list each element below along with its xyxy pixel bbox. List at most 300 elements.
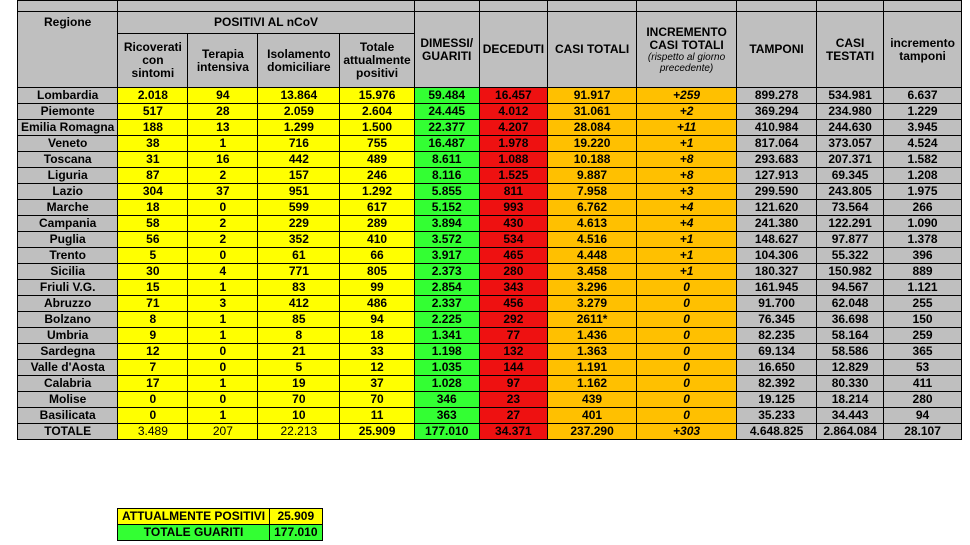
incremento-tamponi-cell: 1.975 [884,184,962,200]
totale-positivi-cell: 1.500 [340,120,414,136]
tamponi-cell: 76.345 [737,312,817,328]
tamponi-cell: 180.327 [737,264,817,280]
table-row [18,328,962,344]
deceduti-cell: 1.978 [479,136,547,152]
ricoverati-cell: 30 [118,264,188,280]
totale-positivi-cell: 2.604 [340,104,414,120]
totale-positivi-cell: 755 [340,136,414,152]
dimessi-cell: 1.198 [414,344,479,360]
tamponi-cell: 82.235 [737,328,817,344]
incremento-tamponi-cell: 1.208 [884,168,962,184]
terapia-cell: 16 [188,152,258,168]
ricoverati-cell: 188 [118,120,188,136]
table-row [18,376,962,392]
table-row [18,280,962,296]
ricoverati-cell: 31 [118,152,188,168]
header-tamponi-top [737,1,817,12]
deceduti-cell: 4.012 [479,104,547,120]
casi-testati-cell: 534.981 [817,88,884,104]
header-casi-top [548,1,637,12]
casi-testati-cell: 234.980 [817,104,884,120]
region-cell: Puglia [18,232,118,248]
terapia-cell: 1 [188,136,258,152]
totale-positivi-cell: 99 [340,280,414,296]
casi-testati-cell: 58.586 [817,344,884,360]
header-incremento-tamponi: incremento tamponi [884,12,962,88]
casi-testati-cell: 12.829 [817,360,884,376]
region-cell: Trento [18,248,118,264]
incremento-cell: 0 [637,296,737,312]
casi-totali-cell: 91.917 [548,88,637,104]
region-cell: Sicilia [18,264,118,280]
region-cell: Umbria [18,328,118,344]
terapia-cell: 0 [188,344,258,360]
incremento-tamponi-cell: 1.378 [884,232,962,248]
casi-testati-cell: 94.567 [817,280,884,296]
region-cell: Lazio [18,184,118,200]
terapia-cell: 2 [188,168,258,184]
incremento-tamponi-cell: 1.121 [884,280,962,296]
casi-totali-cell: 2611* [548,312,637,328]
incremento-tamponi-cell: 259 [884,328,962,344]
terapia-cell: 28 [188,104,258,120]
header-top-row [18,1,962,12]
isolamento-cell: 412 [258,296,340,312]
deceduti-cell: 534 [479,232,547,248]
dimessi-cell: 2.225 [414,312,479,328]
header-region-top [18,1,118,12]
table-row [18,120,962,136]
tamponi-cell: 82.392 [737,376,817,392]
dimessi-cell: 1.341 [414,328,479,344]
casi-totali-cell: 1.363 [548,344,637,360]
incremento-cell: 0 [637,408,737,424]
incremento-tamponi-cell: 53 [884,360,962,376]
isolamento-cell: 2.059 [258,104,340,120]
casi-testati-cell: 18.214 [817,392,884,408]
casi-testati-cell: 2.864.084 [817,424,884,440]
table-row [18,408,962,424]
header-incremento-sub: (rispetto al giorno precedente) [647,51,726,74]
tamponi-cell: 369.294 [737,104,817,120]
tamponi-cell: 127.913 [737,168,817,184]
incremento-tamponi-cell: 1.582 [884,152,962,168]
terapia-cell: 1 [188,408,258,424]
total-row [18,424,962,440]
ricoverati-cell: 71 [118,296,188,312]
casi-testati-cell: 69.345 [817,168,884,184]
tamponi-cell: 899.278 [737,88,817,104]
incremento-cell: +1 [637,248,737,264]
incremento-tamponi-cell: 4.524 [884,136,962,152]
header-inc-tamponi-top [884,1,962,12]
header-row-1 [18,12,962,34]
casi-testati-cell: 122.291 [817,216,884,232]
isolamento-cell: 83 [258,280,340,296]
incremento-cell: 0 [637,312,737,328]
ricoverati-cell: 18 [118,200,188,216]
casi-totali-cell: 237.290 [548,424,637,440]
terapia-cell: 94 [188,88,258,104]
deceduti-cell: 16.457 [479,88,547,104]
deceduti-cell: 97 [479,376,547,392]
region-cell: Molise [18,392,118,408]
header-dimessi-top [414,1,479,12]
terapia-cell: 0 [188,360,258,376]
region-cell: Veneto [18,136,118,152]
dimessi-cell: 2.854 [414,280,479,296]
terapia-cell: 4 [188,264,258,280]
header-terapia: Terapia intensiva [188,34,258,88]
casi-testati-cell: 55.322 [817,248,884,264]
tamponi-cell: 35.233 [737,408,817,424]
ricoverati-cell: 87 [118,168,188,184]
dimessi-cell: 3.917 [414,248,479,264]
dimessi-cell: 363 [414,408,479,424]
dimessi-cell: 1.035 [414,360,479,376]
casi-testati-cell: 80.330 [817,376,884,392]
region-cell: Friuli V.G. [18,280,118,296]
casi-testati-cell: 150.982 [817,264,884,280]
incremento-cell: 0 [637,392,737,408]
incremento-tamponi-cell: 266 [884,200,962,216]
incremento-cell: +1 [637,232,737,248]
incremento-tamponi-cell: 255 [884,296,962,312]
ricoverati-cell: 2.018 [118,88,188,104]
table-row [18,104,962,120]
dimessi-cell: 346 [414,392,479,408]
ricoverati-cell: 17 [118,376,188,392]
incremento-cell: +4 [637,200,737,216]
isolamento-cell: 19 [258,376,340,392]
terapia-cell: 1 [188,376,258,392]
header-deceduti-top [479,1,547,12]
incremento-cell: +4 [637,216,737,232]
casi-totali-cell: 10.188 [548,152,637,168]
isolamento-cell: 85 [258,312,340,328]
casi-totali-cell: 3.279 [548,296,637,312]
casi-totali-cell: 1.162 [548,376,637,392]
tamponi-cell: 104.306 [737,248,817,264]
totale-positivi-cell: 66 [340,248,414,264]
totale-positivi-cell: 289 [340,216,414,232]
totale-positivi-cell: 11 [340,408,414,424]
totale-positivi-cell: 12 [340,360,414,376]
isolamento-cell: 13.864 [258,88,340,104]
tamponi-cell: 19.125 [737,392,817,408]
incremento-cell: 0 [637,280,737,296]
casi-totali-cell: 1.436 [548,328,637,344]
table-row [18,312,962,328]
terapia-cell: 1 [188,312,258,328]
totale-positivi-cell: 486 [340,296,414,312]
isolamento-cell: 5 [258,360,340,376]
tamponi-cell: 161.945 [737,280,817,296]
totale-positivi-cell: 489 [340,152,414,168]
incremento-cell: 0 [637,360,737,376]
terapia-cell: 0 [188,392,258,408]
table-row [18,200,962,216]
casi-testati-cell: 243.805 [817,184,884,200]
deceduti-cell: 430 [479,216,547,232]
table-row [18,360,962,376]
header-tamponi: TAMPONI [737,12,817,88]
dimessi-cell: 2.373 [414,264,479,280]
header-incremento [637,12,737,88]
terapia-cell: 1 [188,328,258,344]
totale-positivi-cell: 805 [340,264,414,280]
incremento-cell: +3 [637,184,737,200]
table-row [18,184,962,200]
ricoverati-cell: 9 [118,328,188,344]
region-cell: Abruzzo [18,296,118,312]
ricoverati-cell: 7 [118,360,188,376]
tamponi-cell: 69.134 [737,344,817,360]
incremento-tamponi-cell: 1.090 [884,216,962,232]
casi-totali-cell: 401 [548,408,637,424]
ricoverati-cell: 0 [118,392,188,408]
incremento-tamponi-cell: 365 [884,344,962,360]
casi-totali-cell: 6.762 [548,200,637,216]
table-body [18,88,962,440]
incremento-cell: +8 [637,168,737,184]
terapia-cell: 0 [188,200,258,216]
isolamento-cell: 22.213 [258,424,340,440]
casi-testati-cell: 34.443 [817,408,884,424]
ricoverati-cell: 8 [118,312,188,328]
region-cell: Piemonte [18,104,118,120]
covid-regional-table [17,0,962,440]
isolamento-cell: 599 [258,200,340,216]
incremento-tamponi-cell: 1.229 [884,104,962,120]
casi-totali-cell: 7.958 [548,184,637,200]
casi-totali-cell: 28.084 [548,120,637,136]
tamponi-cell: 148.627 [737,232,817,248]
casi-totali-cell: 19.220 [548,136,637,152]
casi-testati-cell: 207.371 [817,152,884,168]
totale-positivi-cell: 15.976 [340,88,414,104]
summary-label-guariti: TOTALE GUARITI [118,525,270,541]
region-cell: Lombardia [18,88,118,104]
incremento-tamponi-cell: 28.107 [884,424,962,440]
tamponi-cell: 293.683 [737,152,817,168]
table-row [18,216,962,232]
terapia-cell: 1 [188,280,258,296]
totale-positivi-cell: 410 [340,232,414,248]
dimessi-cell: 5.152 [414,200,479,216]
header-casi-testati: CASI TESTATI [817,12,884,88]
dimessi-cell: 22.377 [414,120,479,136]
isolamento-cell: 951 [258,184,340,200]
deceduti-cell: 1.088 [479,152,547,168]
isolamento-cell: 771 [258,264,340,280]
region-cell: TOTALE [18,424,118,440]
terapia-cell: 0 [188,248,258,264]
incremento-tamponi-cell: 150 [884,312,962,328]
region-cell: Calabria [18,376,118,392]
deceduti-cell: 132 [479,344,547,360]
deceduti-cell: 292 [479,312,547,328]
header-positivi-group: POSITIVI AL nCoV [118,12,414,34]
casi-testati-cell: 73.564 [817,200,884,216]
casi-totali-cell: 4.448 [548,248,637,264]
casi-totali-cell: 4.516 [548,232,637,248]
incremento-cell: +1 [637,136,737,152]
terapia-cell: 3 [188,296,258,312]
summary-table [117,508,323,541]
incremento-cell: 0 [637,344,737,360]
table-row [18,392,962,408]
table-row [18,88,962,104]
dimessi-cell: 24.445 [414,104,479,120]
region-cell: Basilicata [18,408,118,424]
tamponi-cell: 410.984 [737,120,817,136]
dimessi-cell: 5.855 [414,184,479,200]
deceduti-cell: 280 [479,264,547,280]
dimessi-cell: 8.116 [414,168,479,184]
header-incremento-top [637,1,737,12]
ricoverati-cell: 38 [118,136,188,152]
table-row [18,248,962,264]
totale-positivi-cell: 70 [340,392,414,408]
incremento-cell: 0 [637,376,737,392]
terapia-cell: 37 [188,184,258,200]
totale-positivi-cell: 617 [340,200,414,216]
tamponi-cell: 241.380 [737,216,817,232]
incremento-cell: +1 [637,264,737,280]
casi-totali-cell: 1.191 [548,360,637,376]
incremento-tamponi-cell: 280 [884,392,962,408]
casi-totali-cell: 3.458 [548,264,637,280]
header-ricoverati: Ricoverati con sintomi [118,34,188,88]
ricoverati-cell: 15 [118,280,188,296]
ricoverati-cell: 5 [118,248,188,264]
casi-totali-cell: 439 [548,392,637,408]
deceduti-cell: 34.371 [479,424,547,440]
incremento-tamponi-cell: 3.945 [884,120,962,136]
header-totale-positivi: Totale attualmente positivi [340,34,414,88]
region-cell: Sardegna [18,344,118,360]
dimessi-cell: 3.572 [414,232,479,248]
incremento-tamponi-cell: 94 [884,408,962,424]
incremento-cell: +259 [637,88,737,104]
ricoverati-cell: 58 [118,216,188,232]
region-cell: Marche [18,200,118,216]
table-row [18,232,962,248]
header-regione: Regione [18,12,118,88]
table-row [18,344,962,360]
incremento-tamponi-cell: 6.637 [884,88,962,104]
totale-positivi-cell: 94 [340,312,414,328]
header-dimessi: DIMESSI/ GUARITI [414,12,479,88]
incremento-cell: +8 [637,152,737,168]
tamponi-cell: 121.620 [737,200,817,216]
casi-testati-cell: 244.630 [817,120,884,136]
isolamento-cell: 442 [258,152,340,168]
incremento-tamponi-cell: 396 [884,248,962,264]
tamponi-cell: 299.590 [737,184,817,200]
casi-totali-cell: 9.887 [548,168,637,184]
isolamento-cell: 10 [258,408,340,424]
isolamento-cell: 21 [258,344,340,360]
isolamento-cell: 61 [258,248,340,264]
incremento-cell: +2 [637,104,737,120]
region-cell: Bolzano [18,312,118,328]
table-row [18,152,962,168]
table-row [18,168,962,184]
isolamento-cell: 716 [258,136,340,152]
table-row [18,296,962,312]
ricoverati-cell: 517 [118,104,188,120]
header-isolamento: Isolamento domiciliare [258,34,340,88]
tamponi-cell: 4.648.825 [737,424,817,440]
tamponi-cell: 817.064 [737,136,817,152]
header-testati-top [817,1,884,12]
dimessi-cell: 177.010 [414,424,479,440]
deceduti-cell: 27 [479,408,547,424]
deceduti-cell: 465 [479,248,547,264]
totale-positivi-cell: 33 [340,344,414,360]
deceduti-cell: 456 [479,296,547,312]
casi-totali-cell: 31.061 [548,104,637,120]
deceduti-cell: 1.525 [479,168,547,184]
summary-row-guariti [118,525,323,541]
totale-positivi-cell: 18 [340,328,414,344]
casi-testati-cell: 97.877 [817,232,884,248]
casi-testati-cell: 62.048 [817,296,884,312]
dimessi-cell: 1.028 [414,376,479,392]
casi-testati-cell: 36.698 [817,312,884,328]
terapia-cell: 207 [188,424,258,440]
deceduti-cell: 811 [479,184,547,200]
isolamento-cell: 157 [258,168,340,184]
tamponi-cell: 16.650 [737,360,817,376]
region-cell: Liguria [18,168,118,184]
casi-totali-cell: 3.296 [548,280,637,296]
header-incremento-label: INCREMENTO CASI TOTALI [646,24,727,52]
incremento-cell: +303 [637,424,737,440]
casi-testati-cell: 58.164 [817,328,884,344]
incremento-cell: 0 [637,328,737,344]
tamponi-cell: 91.700 [737,296,817,312]
deceduti-cell: 77 [479,328,547,344]
isolamento-cell: 1.299 [258,120,340,136]
deceduti-cell: 23 [479,392,547,408]
dimessi-cell: 59.484 [414,88,479,104]
summary-row-positivi [118,509,323,525]
summary-label-positivi: ATTUALMENTE POSITIVI [118,509,270,525]
casi-totali-cell: 4.613 [548,216,637,232]
deceduti-cell: 343 [479,280,547,296]
deceduti-cell: 144 [479,360,547,376]
isolamento-cell: 352 [258,232,340,248]
header-deceduti: DECEDUTI [479,12,547,88]
summary-value-guariti: 177.010 [270,525,322,541]
region-cell: Campania [18,216,118,232]
ricoverati-cell: 56 [118,232,188,248]
ricoverati-cell: 304 [118,184,188,200]
ricoverati-cell: 0 [118,408,188,424]
isolamento-cell: 8 [258,328,340,344]
ricoverati-cell: 12 [118,344,188,360]
region-cell: Valle d'Aosta [18,360,118,376]
totale-positivi-cell: 37 [340,376,414,392]
dimessi-cell: 16.487 [414,136,479,152]
terapia-cell: 2 [188,232,258,248]
dimessi-cell: 8.611 [414,152,479,168]
dimessi-cell: 2.337 [414,296,479,312]
totale-positivi-cell: 246 [340,168,414,184]
